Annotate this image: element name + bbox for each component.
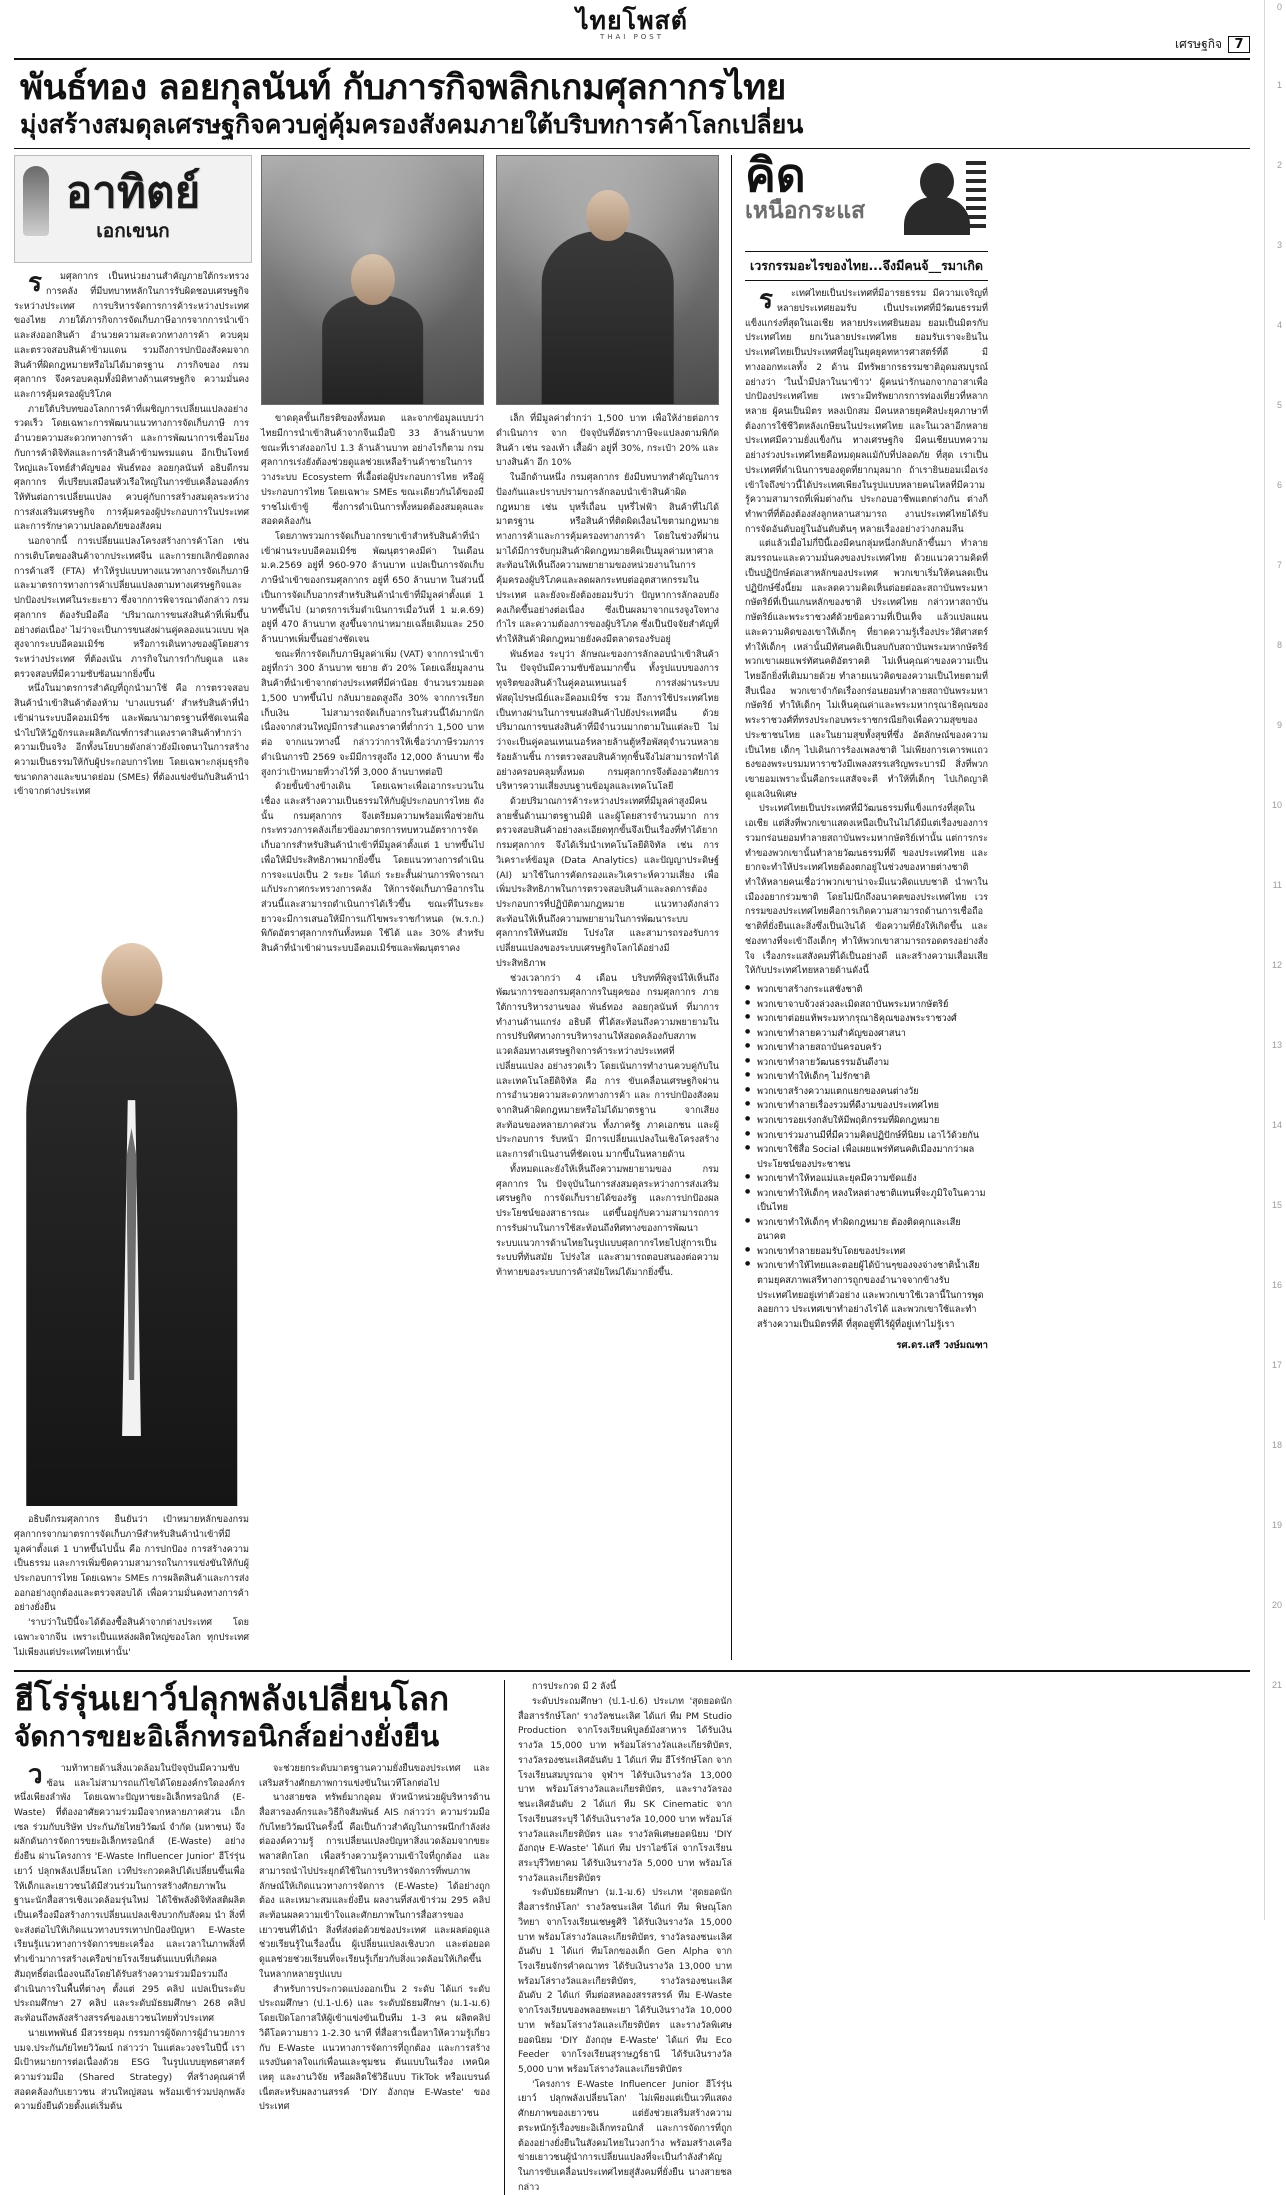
column-2-text bbox=[261, 412, 484, 957]
paragraph: นายเทพพันธ์ มีสวรรยคุม กรรมการผู้จัดการผู้อำนวยการ บมจ.ประกันภัยไทยวิวัฒน์ กล่าวว่า ในแต่ละวงจรในปีนี้ เรามีเป้าหมายการต่อเนื่องด้วย ESG ในรูปแบบยุทธศาสตร์ความร่วมมือ (Shared Strategy) ที่สร้างคุณค่าที่สอดคล้องกับเยาวชน ส่วนใหญ่สอน พร้อมเข้าร่วมปลุกพลังความยั่งยืนด้วยตั้งแต่เริ่มต้น bbox=[14, 2028, 245, 2113]
bottom-columns bbox=[14, 1759, 490, 2115]
list-item: ● พวกเขาทำให้เด็กๆ ทำผิดกฎหมาย ต้องติดคุกและเสียอนาคต bbox=[745, 1216, 988, 1245]
list-item: ● พวกเขาใช้สื่อ Social เพื่อเผยแพร่ทัศนคติเมืองมากว่าผลประโยชน์ของประชาชน bbox=[745, 1143, 988, 1172]
column-2 bbox=[261, 155, 496, 1660]
ruler-tick: 6 bbox=[1276, 480, 1282, 490]
masthead-logo bbox=[576, 8, 688, 42]
list-item: ● พวกเขาทำลายสถาบันครอบครัว bbox=[745, 1041, 988, 1056]
ruler-tick: 5 bbox=[1276, 400, 1282, 410]
ruler-tick: 20 bbox=[1271, 1600, 1282, 1610]
ruler-tick: 12 bbox=[1271, 960, 1282, 970]
paragraph: รมศุลกากร เป็นหน่วยงานสำคัญภายใต้กระทรวงการคลัง ที่มีบทบาทหลักในการรับผิดชอบเศรษฐกิจระหว่างประเทศ การบริหารจัดการการค้าระหว่างประเทศของไทย ภายใต้ภารกิจการจัดเก็บภาษีอากรจากการนำเข้าและส่งออกสินค้า อำนวยความสะดวกทางการค้า ควบคุมและตรวจสอบสินค้าข้ามแดน รวมถึงการปกป้องสังคมจากสินค้าที่ผิดกฎหมายหรือไม่ได้มาตรฐาน ภารกิจของ กรมศุลกากร จึงครอบคลุมทั้งมิติทางด้านเศรษฐกิจ ความมั่นคง และการคุ้มครองผู้บริโภค bbox=[14, 268, 249, 400]
list-item: ● พวกเขาสร้างกระแสชังชาติ bbox=[745, 983, 988, 998]
list-item: ● พวกเขาทำลายวัฒนธรรมอันดีงาม bbox=[745, 1056, 988, 1071]
ruler-tick: 0 bbox=[1276, 2, 1282, 12]
column-1 bbox=[14, 155, 261, 1660]
page-title: พันธ์ทอง ลอยกุลนันท์ กับภารกิจพลิกเกมศุลกากรไทย bbox=[20, 68, 786, 108]
list-item: ● พวกเขาทำลายความสำคัญของศาสนา bbox=[745, 1027, 988, 1042]
opinion-title: คิด bbox=[745, 148, 806, 203]
photo-head bbox=[585, 190, 629, 241]
ruler-tick: 4 bbox=[1276, 320, 1282, 330]
list-item: ● พวกเขาทำให้ทอแม่และยุคมีความขัดแย้ง bbox=[745, 1172, 988, 1187]
ruler-tick: 21 bbox=[1271, 1680, 1282, 1690]
paragraph: 'โครงการ E-Waste Influencer Junior ฮีโร่รุ่นเยาว์ ปลุกพลังเปลี่ยนโลก' ไม่เพียงแต่เป็นเวทีแสดงศักยภาพของเยาวชน แต่ยังช่วยเสริมสร้างความตระหนักรู้เรื่องขยะอิเล็กทรอนิกส์ และการจัดการที่ถูกต้องอย่างยั่งยืนในสังคมไทยในวงกว้าง พร้อมสร้างเครือข่ายเยาวชนผู้นำการเปลี่ยนแปลงที่จะเป็นกำลังสำคัญในการขับเคลื่อนประเทศไทยสู่สังคมที่ยั่งยืน นางสายชลกล่าว bbox=[518, 2079, 732, 2193]
opinion-subtitle: เหนือกระแส bbox=[745, 197, 866, 224]
portrait-photo bbox=[14, 806, 249, 1506]
ruler-tick: 13 bbox=[1271, 1040, 1282, 1050]
opinion-headline: เวรกรรมอะไรของไทย...จึงมีคนจ้__รมาเกิด bbox=[745, 251, 988, 281]
paragraph: ทั้งหมดและยังให้เห็นถึงความพยายามของ กรมศุลกากร ใน ปัจจุบันในการส่งสมดุลระหว่างการส่งเสริมเศรษฐกิจ การจัดเก็บรายได้ของรัฐ และการปกป้องผลประโยชน์ของสาธารณะ แต่ขึ้นอยู่กับความสามารถการการรับผ่านในการใช้สะท้อนถึงทิศทางของการพัฒนาระบบแนวการด้านไทยในรูปแบบศุลกากรไทยไปสู่การเป็นระบบที่ทันสมัย โปร่งใส และสามารถตอบสนองต่อความท้าทายของระบบการค้าสมัยใหม่ได้มากยิ่งขึ้น. bbox=[496, 1164, 719, 1278]
paragraph: จะช่วยยกระดับมาตรฐานความยั่งยืนของประเทศ และเสริมสร้างศักยภาพการแข่งขันในเวทีโลกต่อไป bbox=[259, 1763, 490, 1789]
opinion-bullet-list bbox=[745, 983, 988, 1332]
bottom-left bbox=[14, 1680, 504, 2195]
paragraph: ระดับประถมศึกษา (ป.1-ป.6) ประเภท 'สุดยอดนักสื่อสารรักษ์โลก' รางวัลชนะเลิศ ได้แก่ ทีม PM Studio Production จากโรงเรียนพิบูลย์มังสาหาร ได้รับเงินรางวัล 15,000 บาท พร้อมโล่รางวัลและเกียรติบัตร, รางวัลรองชนะเลิศอันดับ 1 ได้แก่ ทีม ฮีโร่รักษ์โลก จากโรงเรียนสมบูรณาจ จุฬาฯ ได้รับเงินรางวัล 13,000 บาท พร้อมโล่รางวัลและเกียรติบัตร, และรางวัลรองชนะเลิศอันดับ 2 ได้แก่ ทีม SK Cinematic จากโรงเรียนสระบุรี ได้รับเงินรางวัล 10,000 บาท พร้อมโล่รางวัลและเกียรติบัตร และ รางวัลพิเศษยอดนิยม 'DIY อังกฤษ E-Waste' ได้แก่ ทีม ปราไอซ์โล่ จากโรงเรียนสระบุรีวิทยาคม ได้รับเงินรางวัล 5,000 บาท พร้อมโล่รางวัลและเกียรติบัตร bbox=[518, 1697, 732, 1884]
list-item: ● พวกเขารอยเร่งกลับให้มีพฤติกรรมที่ผิดกฎหมาย bbox=[745, 1114, 988, 1129]
paragraph: โดยภาพรวมการจัดเก็บอากรขาเข้าสำหรับสินค้าที่นำเข้าผ่านระบบอีคอมเมิร์ซ พัฒนุตราคงมีค่า ในเดือน ม.ค.2569 อยู่ที่ 960-970 ล้านบาท แปลเป็นการจัดเก็บภาษีนำเข้าของกรมศุลกากร อยู่ที่ 650 ล้านบาท ในส่วนนี้เป็นการจัดเก็บอากรสำหรับสินค้านำเข้าที่มีมูลค่าตั้งแต่ 1 บาทขึ้นไป (มาตรการเริ่มดำเนินการเมื่อวันที่ 1 ม.ค.69) อยู่ที่ 470 ล้านบาท สูงขึ้นจากน่าหมายเฉลี่ยเดิมและ 250 ล้านบาทเพิ่มขึ้นอย่างชัดเจน bbox=[261, 532, 484, 646]
paragraph: ขาดดุลขั้นเกียรติของทั้งหมด และจากข้อมูลแบบว่าไทยมีการนำเข้าสินค้าจากจีนเมื่อปี 33 ล้านล้านบาท ขณะที่เราส่งออกไป 1.3 ล้านล้านบาท อย่างไรก็ตาม กรมศุลกากรเร่งยังต้องช่วยดูแลช่วยเหลือร้านค้าชายในการวางระบบ Ecosystem ที่เอื้อต่อผู้ประกอบการไทย หรือผู้ประกอบการไทย โดยเฉพาะ SMEs ขณะเดียวกันได้ของมีราชไม่เข้าขู้ ซึ่งการดำเนินการทั้งหมดต้องสมดุลและสอดคล้องกัน bbox=[261, 414, 484, 528]
list-item: ● พวกเขาจาบจ้วงล่วงละเมิดสถาบันพระมหากษัตริย์ bbox=[745, 998, 988, 1013]
ruler-tick: 15 bbox=[1271, 1200, 1282, 1210]
paragraph: สำหรับการประกวดแบ่งออกเป็น 2 ระดับ ได้แก่ ระดับประถมศึกษา (ป.1-ป.6) และ ระดับมัธยมศึกษา (ม.1-ม.6) โดยเปิดโอกาสให้ผู้เข้าแข่งขันเป็นทีม 1-3 คน ผลิตคลิปวิดีโอความยาว 1-2.30 นาที ที่สื่อสารเนื้อหาให้ความรู้เกี่ยวกับ E-Waste แนวทางการจัดการที่ถูกต้อง และการสร้างแรงบันดาลใจแก่เพื่อนและชุมชน ต้นแบบในเรื่อง เทคนิค เหตุ และงานวิจัย หรือผลิตใช้วิธีแบบ TikTok หรือแบรนด์เน็ตสะหรับผลงานสรรค์ 'DIY อังกฤษ E-Waste' ของประเทศ bbox=[259, 1984, 490, 2113]
badge-title: อาทิตย์ bbox=[65, 167, 201, 219]
column-logo-badge bbox=[14, 155, 252, 263]
ruler-tick: 3 bbox=[1276, 240, 1282, 250]
ruler-tick: 10 bbox=[1271, 800, 1282, 810]
bottom-column-3 bbox=[506, 1680, 744, 2195]
photo-figure bbox=[322, 295, 424, 404]
paragraph: เล็ก ที่มีมูลค่าต่ำกว่า 1,500 บาท เพื่อให้ง่ายต่อการดำเนินการ จาก ปัจจุบันที่อัตราภาษีจะแปลงตามพิกัดสินค้า เช่น รองเท้า เสื้อผ้า อยู่ที่ 30%, กระเป๋า 20% และบางสินค้า อีก 10% bbox=[496, 414, 719, 469]
paragraph: อธิบดีกรมศุลกากร ยืนยันว่า เป้าหมายหลักของกรมศุลกากรจากมาตรการจัดเก็บภาษีสำหรับสินค้านำเข้าที่มีมูลค่าตั้งแต่ 1 บาทขึ้นไปนั้น คือ การปกป้อง การสร้างความเป็นธรรม และการเพิ่มขีดความสามารถในการแข่งขันให้กับผู้ประกอบการไทย โดยเฉพาะ SMEs การผลิตสินค้าและการส่งออกอย่างถูกต้องและตรวจสอบได้ เพื่อความมั่นคงทางการค้าอย่างยั่งยืน bbox=[14, 1515, 249, 1614]
paragraph: ช่วงเวลากว่า 4 เดือน บริบทที่พิสูจน์ให้เห็นถึงพัฒนาการของกรมศุลกากรในยุคของ กรมศุลกากร ภายใต้การบริหารงานของ พันธ์ทอง ลอยกุลนันท์ ที่มาการทำงานด้านแกร่ง อธิบดี ที่ได้สะท้อนถึงความพยายามในการปรับทิศทางการบริหารงานให้สอดคล้องกับสภาพแวดล้อมทางเศรษฐกิจการค้าระหว่างประเทศที่เปลี่ยนแปลง อย่างรวดเร็ว โดยเน้นการทำงานควบคู่กับในและเทคโนโลยีดิจิทัล คือ การ ขับเคลื่อนเศรษฐกิจผ่านการอำนวยความสะดวกทางการค้า และ การปกป้องสังคมจากสินค้าผิดกฎหมายหรือไม่ได้มาตรฐาน จากเสียง สะท้อนของหลายภาคส่วน ทั้งภาครัฐ ภาคเอกชน และผู้ประกอบการ รับหน้า มีการเปลี่ยนแปลงในเชิงโครงสร้างและการดำเนินงานที่ชัดเจน มากขึ้นในหลายด้าน bbox=[496, 973, 719, 1161]
list-item: ● พวกเขาทำให้ไทยและตอยผู้ได้บ้านๆของจงจ่างชาติน้ำเสียตามยุคสภาพเสรีทางการถูกของอำนาจจากข้างรับ ประเทศไทยอยู่เท่าตัวอย่าง และพวกเขาใช้เวลานี้ในการพูดลอยกาว ประเทศเขาทำอย่างไรได้ และพวกเขาใช้และทำสร้างความเป็นมิตรที่ดี ที่สุดอยู่ที่ไร้ผู้ที่อยู่เท่าไม่รู้เรา bbox=[745, 1259, 988, 1332]
column-1-text bbox=[14, 270, 249, 800]
ruler-tick: 11 bbox=[1272, 880, 1282, 890]
headline-block bbox=[14, 60, 1250, 140]
ruler-tick: 19 bbox=[1271, 1520, 1282, 1530]
paragraph: ด้วยปริมาณการค้าระหว่างประเทศที่มีมูลค่าสูงมีคนลายชั้นด้านมาตรฐานมิติ และผู้โดยสารจำนวนมาก การตรวจสอบสินค้าอย่างละเอียดทุกขั้นจึงเป็นเรื่องที่ทำได้ยาก กรมศุลกากร จึงได้เริ่มนำเทคโนโลยีดิจิทัล เช่น การวิเคราะห์ข้อมูล (Data Analytics) และปัญญาประดิษฐ์ (AI) มาใช้ในการคัดกรองและวิเคราะห์ความเสี่ยง เพื่อเพิ่มประสิทธิภาพในการตรวจสอบสินค้าและลดการต้องประกอบการที่ปฏิบัติตามกฎหมาย แนวทางดังกล่าวสะท้อนให้เห็นถึงความพยายามในการพัฒนาระบบศุลกากรให้ทันสมัย โปร่งใส และสามารถรองรับการเปลี่ยนแปลงของระบบเศรษฐกิจโลกได้อย่างมีประสิทธิภาพ bbox=[496, 796, 719, 969]
photo-head bbox=[350, 254, 394, 305]
opinion-column bbox=[733, 148, 988, 1660]
paragraph: ในอีกด้านหนึ่ง กรมศุลกากร ยังมีบทบาทสำคัญในการป้องกันและปราบปรามการลักลอบนำเข้าสินค้าผิดกฎหมาย เช่น บุหรี่เถื่อน บุหรี่ไฟฟ้า สินค้าที่ไม่ได้มาตรฐาน หรือสินค้าที่ติดผิดเงื่อนไขตามกฎหมาย ทางการค้าและการคุ้มครองทางการค้า โดยในช่วงที่ผ่านมาได้มีการจับกุมสินค้าผิดกฎหมายคิดเป็นมูลค่ามหาศาล สะท้อนให้เห็นถึงความพยายามของหน่วยงานในการคุ้มครองผู้บริโภคและลดผลกระทบต่ออุตสาหกรรมในประเทศ และยังจะยังต้องยอมรับว่า ปัญหาการลักลอบยังคงเกิดขึ้นอย่างต่อเนื่อง ซึ่งเป็นผลมาจากแรงจูงใจทางกำไร และความต้องการของผู้บริโภค ซึ่งเป็นปัจจัยสำคัญที่ทำให้สินค้าผิดกฎหมายยังคงมีตลาดรองรับอยู่ bbox=[496, 473, 719, 646]
page-number: 7 bbox=[1228, 36, 1250, 53]
column-3 bbox=[496, 155, 731, 1660]
paragraph: ประเทศไทยเป็นประเทศที่มีวัฒนธรรมที่แข็งแกร่งที่สุดในเอเชีย แต่สิ่งที่พวกเขาแสดงเหนือเป็นในไม่ได้มีแต่เรื่องของการรวมกร่อนยอมทำลายสถาบันพระมหากษัตริย์เท่านั้น แต่การกระทำของพวกเขานั้นทำลายวัฒนธรรมที่ดี ของประเทศไทย และยากจะทำให้ประเทศไทยต้องตกอยู่ในช่วงของหายต่างชาติ ทำให้หลายคนเชื่อว่าพวกเขาน่าจะมีแนวคิดแบบชาติ นำพาในเมืองอยากร่วมชาติ โดยไม่นึกถึงอนาคตของประเทศไทย เวรกรรมของประเทศไทยคือการเกิดความสามารถด้านการเชื่อถือชาติที่ยั่งยืนและสิ่งซึ่งเป็นเงินได้ ข้อความที่ยังให้เกิดขึ้น และช่องทางที่จะเข้าถึงเด็กๆ ทำให้พวกเขาสามารถรอดตรงอย่างสั่งใจ เรื่องกระแสสังคมที่ได้เป็นอย่างดี และสร้างความเสื่อมเสียให้กับประเทศไทยหลายด้านดังนี้ bbox=[745, 804, 988, 977]
bottom-column-1 bbox=[14, 1759, 245, 2115]
columnist-avatar-icon bbox=[890, 157, 986, 235]
list-item: ● พวกเขาทำให้เด็กๆ หลงใหลต่างชาติแทนที่จะภูมิใจในความเป็นไทย bbox=[745, 1187, 988, 1216]
paragraph: การประกวด มี 2 ลังนี้ bbox=[532, 1682, 617, 1693]
bottom-headline: ฮีโร่รุ่นเยาว์ปลุกพลังเปลี่ยนโลก bbox=[14, 1679, 450, 1719]
ruler-tick: 2 bbox=[1276, 160, 1282, 170]
ruler-tick: 14 bbox=[1271, 1120, 1282, 1130]
paragraph: พันธ์ทอง ระบุว่า ลักษณะของการลักลอบนำเข้าสินค้าใน ปัจจุบันมีความซับซ้อนมากขึ้น ทั้งรูปแบบของการทุจริตของสินค้าในคู่คอนเทนเนอร์ การส่งผ่านระบบพัสดุไปรษณีย์และอีคอมเมิร์ซ รวม ถึงการใช้ประเทศไทยเป็นทางผ่านในการขนส่งสินค้าไปยังประเทศอื่น ด้วยปริมาณการขนส่งสินค้าที่มีจำนวนมากตามในแต่ละปี ไม่ว่าจะเป็นคู่คอนเทนเนอร์หลายล้านตู้หรือพัสดุจำนวนหลายร้อยล้านชิ้น การตรวจสอบสินค้าทุกชิ้นจึงไม่สามารถทำได้อย่างครอบคลุมทั้งหมด กรมศุลกากรจึงต้องอาศัยการบริหารความเสี่ยงบนฐานข้อมูลและเทคโนโลยี bbox=[496, 649, 719, 793]
paragraph: นางสายชล ทรัพย์มากอุดม หัวหน้าหน่วยผู้บริหารด้าน สื่อสารองค์กรและวิธีกิจสัมพันธ์ AIS กล่าวว่า ความร่วมมือกับไทยวิวัฒน์ในครั้งนี้ คือเป็นก้าวสำคัญในการผนึกกำลังส่งต่อองค์ความรู้ การเปลี่ยนแปลงปัญหาสิ่งแวดล้อมจากขยะพลาสติกโลก เพื่อสร้างความรู้ความเข้าใจที่ถูกต้อง และสามารถนำไปประยุกต์ใช้ในการบริหารจัดการที่พบภาพลักษณ์ให้เกิดแนวทางการจัดการ (E-Waste) ได้อย่างถูกต้อง และเหมาะสมและยั่งยืน ผลงานที่ส่งเข้าร่วม 295 คลิป สะท้อนผลความเข้าใจและศักยภาพในการสื่อสารของเยาวชนที่ได้นำ สิ่งที่ส่งต่อด้วยช่องประเทศ และผลต่อดูแลช่วยเรียนรู้ในเรื่องนั้น ผู้เปลี่ยนแปลงเชิงบวก และต่อยอดดูแลช่วยช่วยเรียนที่จะเรียนรู้เกี่ยวกับสิ่งแวดล้อมให้เกิดขึ้นในหลากหลายรูปแบบ bbox=[259, 1793, 490, 1980]
opinion-signature: รศ.ดร.เสรี วงษ์มณฑา bbox=[896, 1340, 988, 1352]
ruler-tick: 16 bbox=[1271, 1280, 1282, 1290]
paragraph: ระเทศไทยเป็นประเทศที่มีอารยธรรม มีความเจริญที่หลายประเทศยอมรับ เป็นประเทศที่มีวัฒนธรรมที่แข็งแกร่งที่สุดในเอเชีย หลายประเทศยินยอม ยอมเป็นมิตรกับประเทศไทย ยกเว้นลายประเทศไทย ยอมรับเราจะยินในประเทศไทยเป็นประเทศที่อยู่ในยุคยุคทหารศาสตร์ที่ดี มีทางออกทะเลทั้ง 2 ด้าน มีทรัพยากรธรรมชาติอุดมสมบูรณ์อย่างว่า 'ในน้ำมีปลาในนาข้าว' ผู้คนน่ารักนอกจากอาสาเพื่อปกป้องประเทศไทย เพราะมีทรัพยากรการท่องเที่ยวที่หลากหลาย ผู้คนเป็นมิตร หลงเบิกสม มีคนหลายยุคศิลปะยุคภาษาที่ต้องการใช้ชีวิตหลังเกษียนในประเทศไทย และในเวลาอีกหลายประเทศมีความยั่งแข็งกัน ทางเศรษฐกิจ มีคนเชียนบทความอย่างร่วงประเทศไทยคือหมดุผลแม้กับที่ปลอดภัย ที่สุด เราเป็นประเทศที่ดำเนินการของดูดที่ยากมุลมาก ถ้าเรายินยอมเมื่อเร่งเข้าใจถึงข่าวนี้ได้ประเทศเพียงในรูปแบบหลายคนไหลที่มีความรู้ความสามารถที่เพิ่มต่างกัน ประกอบอาชีพแตกต่างกัน ต่างก็ทำพาที่ที่ต้องต้องส่งลูกหลานสามารถ งานประเทศไทยได้รับการจัดอันดับอยู่ในอันดับต้นๆ หลายเรื่องอย่างว่างกลมลืน bbox=[745, 285, 988, 535]
paragraph: ขณะที่การจัดเก็บภาษีมูลค่าเพิ่ม (VAT) จากการนำเข้า อยู่ที่กว่า 300 ล้านบาท ขยาย ตัว 20% โดยเฉลี่ยมูลงาน สินค้าที่นำเข้าจากต่างประเทศที่มีค่าน้อย จำนวนรวมยอด 1,500 บาทขึ้นไป กลับมายอดสูงถึง 30% จากการเรียกเก็บเงิน ไม่สามารถจัดเก็บอากรในส่วนนี้ได้มากนัก เนื่องจากส่วนใหญ่มีการสำแดงราคาที่ต่ำกว่า 1,500 บาทต่อ จากแนวทางนี้ กล่าวว่าการให้เชื่อว่าภาษีรวมการดำเนินการปี 2569 จะมีมีการสูงถึง 12,000 ล้านบาท ซึ่งสูงกว่าเป้าหมายที่วางไว้ที่ 3,000 ล้านบาทต่อปี bbox=[261, 649, 484, 778]
ruler-tick: 18 bbox=[1271, 1440, 1282, 1450]
press-conference-photo bbox=[261, 155, 484, 405]
list-item: ● พวกเขาทำให้เด็กๆ ไม่รักชาติ bbox=[745, 1070, 988, 1085]
bottom-subheadline: จัดการขยะอิเล็กทรอนิกส์อย่างยั่งยืน bbox=[14, 1720, 440, 1754]
masthead-title: ไทยโพสต์ bbox=[575, 6, 689, 35]
avatar-body bbox=[904, 197, 970, 235]
bottom-column-4 bbox=[744, 1680, 999, 2195]
paragraph: วามท้าทายด้านสิ่งแวดล้อมในปัจจุบันมีความซับซ้อน และไม่สามารถแก้ไขได้โดยองค์กรใดองค์กรหนึ่งเพียงลำพัง โดยเฉพาะปัญหาขยะอิเล็กทรอนิกส์ (E-Waste) ที่ต้องอาศัยความร่วมมือจากหลายภาคส่วน เอ็กเซล ร่วมกับบริษัท ประกันภัยไทยวิวัฒน์ จำกัด (มหาชน) จึงผลักดันการจัดการขยะอิเล็กทรอนิกส์ (E-Waste) อย่างยั่งยืน ผ่านโครงการ 'E-Waste Influencer Junior' ฮีโร่รุ่นเยาว์ ปลุกพลังเปลี่ยนโลก เวทีประกวดคลิปได้เปลี่ยนขึ้นเพื่อให้เด็กและเยาวชนได้มีส่วนร่วมในการสร้างศักยภาพในฐานะนักสื่อสารเชิงแวดล้อมรุ่นใหม่ ได้ใช้พลังดิจิทัลสติผลิตเป็นเครื่องมือสร้างการเปลี่ยนแปลงเชิงบวกกับสังคม นำ สิ่งที่จะส่งต่อไปให้เกิดแนวทางบรรเทาปกป้องปัญหา E-Waste เรียนรู้แนวทางการจัดการขยะเครื่อง และเวลาในภาพสิ่งที่ทำเข้ามาการสร้างเครือข่ายโรงเรียนต้นแบบที่เกิดผลสัมฤทธิ์ต่อเนื่องจนถึงโดยได้รับสร้างความร่วมมือรวมถึงดำเนินการในพื้นที่ต่างๆ ตั้งแต่ 295 คลิป แปลเป็นระดับประถมศึกษา 27 คลิป และระดับมัธยมศึกษา 268 คลิป สะท้อนถึงพลังสร้างสรรค์ของเยาวชนไทยทั่วประเทศ bbox=[14, 1759, 245, 2025]
masthead bbox=[14, 8, 1250, 60]
paragraph: 'ราบว่าในปีนี้จะได้ต้องซื้อสินค้าจากต่างประเทศ โดยเฉพาะจากจีน เพราะเป็นแหล่งผลิตใหญ่ของโลก ทุกประเทศไม่เพียงแต่ประเทศไทยเท่านั้น' bbox=[14, 1618, 249, 1658]
column-3-text bbox=[496, 412, 719, 1280]
list-item: ● พวกเขาสร้างความแตกแยกของคนต่างวัย bbox=[745, 1085, 988, 1100]
ruler-tick: 9 bbox=[1276, 720, 1282, 730]
paragraph: แต่แล้วเมื่อไม่กี่ปีนี้เองมีคนกลุ่มหนึ่งกลับกล้าขึ้นมา ทำลายสมรรถนะและความมั่นคงของประเทศไทย ด้วยแนวความคิดที่เป็นปฏิปักษ์ต่อเสาหลักของประเทศ พวกเขาเริ่มให้คนลดเป็นปฏิปักษ์ซึ่งนี้ยม และลดความคิดเห็นต่อยต่อละสถาบันพระมหากษัตริย์ที่เป็นแกนหลักของชาติ ประเทศไทย กล่าวหาสถาบันกษัตริย์และพระราชวงศ์ด้วยข้อความที่เป็นเท็จ แล้วแปลแผนและความคิดของเขาให้เด็กๆ ที่ยาดความรู้เรื่องประวัติศาสตร์ ทำให้เด็กๆ เหล่านั้นมีทัศนคติเป็นลบกับสถาบันพระมหากษัตริย์ พวกเขาเผยแพร่ทัศนคติอัตราคติ ไม่เห็นคุณค่าของความเป็นไทยอีกยิ่งที่เติมมายด้วย ทำลายแนวคิดของความเป็นไทยตามที่สืบเนื่อง พวกเขาจำกัดเรื่องกร่อนยอมทำลายสถาบันพระมหากษัตริย์ ทำให้เด็กๆ ไม่เห็นคุณค่าและพระมหากรุณาธิคุณของพระราชวงศ์ที่ทรงประกอบพระราชกรณียกิจเพื่อความสุขของประชาชนไทย และในยามสุขทั้งสุขที่ซึ่ง อัตลักษณ์ของความเป็นไทย เด็กๆ ไปเดินการร้องเพลงชาติ ไม่เพียงการเคารพแถวธงของพระบรมมหาราชวังมีเพลงสรรเสริญพระบารมี สิ่งที่พวกเขายอมเพราะนั้นคือกระแสสัจจะตี ทำให้ที่เด็กๆ ไปเกิดญาติดูแลเงินพิเศษ bbox=[745, 539, 988, 800]
masthead-subtitle: THAI POST bbox=[599, 33, 665, 42]
list-item: ● พวกเขาทำลายยอมรับโดยของประเทศ bbox=[745, 1245, 988, 1260]
badge-subtitle: เอกเขนก bbox=[96, 220, 170, 243]
paragraph: ภายใต้บริบทของโลกการค้าที่เผชิญการเปลี่ยนแปลงอย่างรวดเร็ว โดยเฉพาะการพัฒนาแนวทางการจัดเก็บภาษี การอำนวยความสะดวกทางการค้า และการพัฒนาการเชื่อมโยงกับการค้าดิจิทัลและการค้าสินค้าข้ามพรมแดน อีกเป็นโจทย์ใหญ่และโจทย์สำคัญของ พันธ์ทอง ลอยกุลนันท์ อธิบดีกรมศุลกากร ที่เปรียบเสมือนหัวเรือใหญ่ในการขับเคลื่อนองค์กรให้ทันต่อการเปลี่ยนแปลง ควบคู่กับการสร้างสมดุลระหว่างการส่งเสริมเศรษฐกิจ การคุ้มครองผู้ประกอบการในประเทศ และการรักษาความปลอดภัยของสังคม bbox=[14, 404, 249, 533]
ruler-tick: 17 bbox=[1271, 1360, 1282, 1370]
section-label: เศรษฐกิจ bbox=[1175, 37, 1222, 51]
paragraph: หนึ่งในมาตรการสำคัญที่ถูกนำมาใช้ คือ การตรวจสอบสินค้านำเข้าสินค้าต้องห้าม 'บางแบรนด์' สำหรับสินค้าที่นำเข้าผ่านระบบอีคอมเมิร์ซ และพัฒนามาตรฐานที่ชัดเจนเพื่อนำไปให้วัฏจักรและผลิตภัณฑ์การสำแดงราคาสินค้าทำกว่าความเป็นจริง อีกทั้งนโยบายดังกล่าวยังมีเจตนาในการสร้างความเป็นธรรมให้กับผู้ประกอบการไทย โดยเฉพาะกลุ่มธุรกิจขนาดกลางและขนาดย่อม (SMEs) ที่ต้องแข่งขันกับสินค้านำเข้าจากต่างประเทศ bbox=[14, 684, 249, 798]
portrait-head bbox=[101, 943, 162, 1016]
ruler-tick: 8 bbox=[1276, 640, 1282, 650]
list-item: ● พวกเขาต่อยแท้พระมหากรุณาธิคุณของพระราชวงศ์ bbox=[745, 1012, 988, 1027]
ruler-tick: 1 bbox=[1276, 80, 1282, 90]
photo-figure bbox=[541, 231, 674, 405]
opinion-body bbox=[745, 287, 988, 979]
list-item: ● พวกเขาร่วมงานมีที่มีความคิดปฏิปักษ์ที่นิยม เอาไว้ด้วยกัน bbox=[745, 1129, 988, 1144]
ruler-tick: 7 bbox=[1276, 560, 1282, 570]
divider bbox=[14, 148, 1250, 149]
bottom-article bbox=[14, 1670, 1250, 2195]
page-ruler bbox=[1264, 0, 1286, 1920]
main-grid bbox=[14, 148, 1250, 1660]
officer-portrait-photo bbox=[496, 155, 719, 405]
page-subtitle: มุ่งสร้างสมดุลเศรษฐกิจควบคู่คุ้มครองสังคมภายใต้บริบทการค้าโลกเปลี่ยน bbox=[20, 110, 804, 140]
column-1-text-lower bbox=[14, 1513, 249, 1660]
paragraph: ระดับมัธยมศึกษา (ม.1-ม.6) ประเภท 'สุดยอดนักสื่อสารรักษ์โลก' รางวัลชนะเลิศ ได้แก่ ทีม พิษณุโลกวิทยา จากโรงเรียนเชษฐศิริ ได้รับเงินรางวัล 15,000 บาท พร้อมโล่รางวัลและเกียรติบัตร, รางวัลรองชนะเลิศอันดับ 1 ได้แก่ ทีมโลกของเด็ก Gen Alpha จากโรงเรียนจักรคำคณาทร ได้รับเงินรางวัล 13,000 บาท พร้อมโล่รางวัลและเกียรติบัตร, รางวัลรองชนะเลิศอันดับ 2 ได้แก่ ทีมต่อสหลองสรรสรรค์ ทีม E-Waste จากโรงเรียนของพลอยพะเยา ได้รับเงินรางวัล 10,000 บาท พร้อมโล่รางวัลและเกียรติบัตร และรางวัลพิเศษยอดนิยม 'DIY อังกฤษ E-Waste' ได้แก่ ทีม Eco Feeder จากโรงเรียนสุราษฎร์ธานี ได้รับเงินรางวัล 5,000 บาท พร้อมโล่รางวัลและเกียรติบัตร bbox=[518, 1888, 732, 2075]
paragraph: นอกจากนี้ การเปลี่ยนแปลงโครงสร้างการค้าโลก เช่น การเติบโตของสินค้าจากประเทศจีน และการยกเลิกข้อตกลงการค้าเสรี (FTA) ทำให้รูปแบบทางแนวทางการจัดเก็บภาษีและมาตรการทางการค้าเปลี่ยนแปลงตามทางเศรษฐกิจและปกป้องประเทศในระยะยาว ซึ่งจากการพิจารณาดังกล่าว กรมศุลกากร ต้องรับมือคือ 'ปริมาณการขนส่งสินค้าที่เพิ่มขึ้นอย่างต่อเนื่อง' ไม่ว่าจะเป็นการขนส่งผ่านคู่คลองแนวแบบ ฟุลสูงจากระบบอีคอมเมิร์ซ หรือการเดินทางของผู้โดยสารระหว่างประเทศ ที่ต้องเน้น ภารกิจในการกำกับดูแล และตรวจสอบที่มีความซับซ้อนมากยิ่งขึ้น bbox=[14, 537, 249, 680]
avatar-head bbox=[920, 163, 954, 201]
list-item: ● พวกเขาทำลายเรื่องรวมที่ดีงามของประเทศไทย bbox=[745, 1099, 988, 1114]
bottom-column-2 bbox=[259, 1762, 490, 2115]
paragraph: ด้วยขั้นข้างข้างเดิน โดยเฉพาะเพื่อเอากระบวนในเชื่อง และสร้างความเป็นธรรมให้กับผู้ประกอบการไทย ดังนั้น กรมศุลกากร จึงเตรียมความพร้อมเพื่อช่วยกันกระทรวงการคลังเกี่ยวข้องมาตรการทบทวนอัตราการจัดเก็บอากรสำหรับสินค้านำเข้าที่มีมูลค่าตั้งแต่ 1 บาทขึ้นไป เพื่อให้มีประสิทธิภาพมากยิ่งขึ้น โดยแนวทางการดำเนินการจะแบ่งเป็น 2 ระยะ ได้แก่ ระยะสั้นผ่านการพิจารณาแก้ประกาศกระทรวงการคลัง ให้การจัดเก็บภาษีอากรในส่วนนี้และสามารถดำเนินการได้เร็วขึ้น ขณะที่ในระยะยาวจะมีการเสนอให้มีการแก้ไขพระราชกำหนด (พ.ร.ก.) พิกัดอัตราศุลกากรกันทั้งหมด ใช้ได้ และ 30% สำหรับสินค้าที่นำเข้าผ่านระบบอีคอมเมิร์ซและพัฒนุตราคง bbox=[261, 782, 484, 955]
masthead-section-area bbox=[1175, 35, 1250, 54]
opinion-header bbox=[745, 148, 988, 251]
